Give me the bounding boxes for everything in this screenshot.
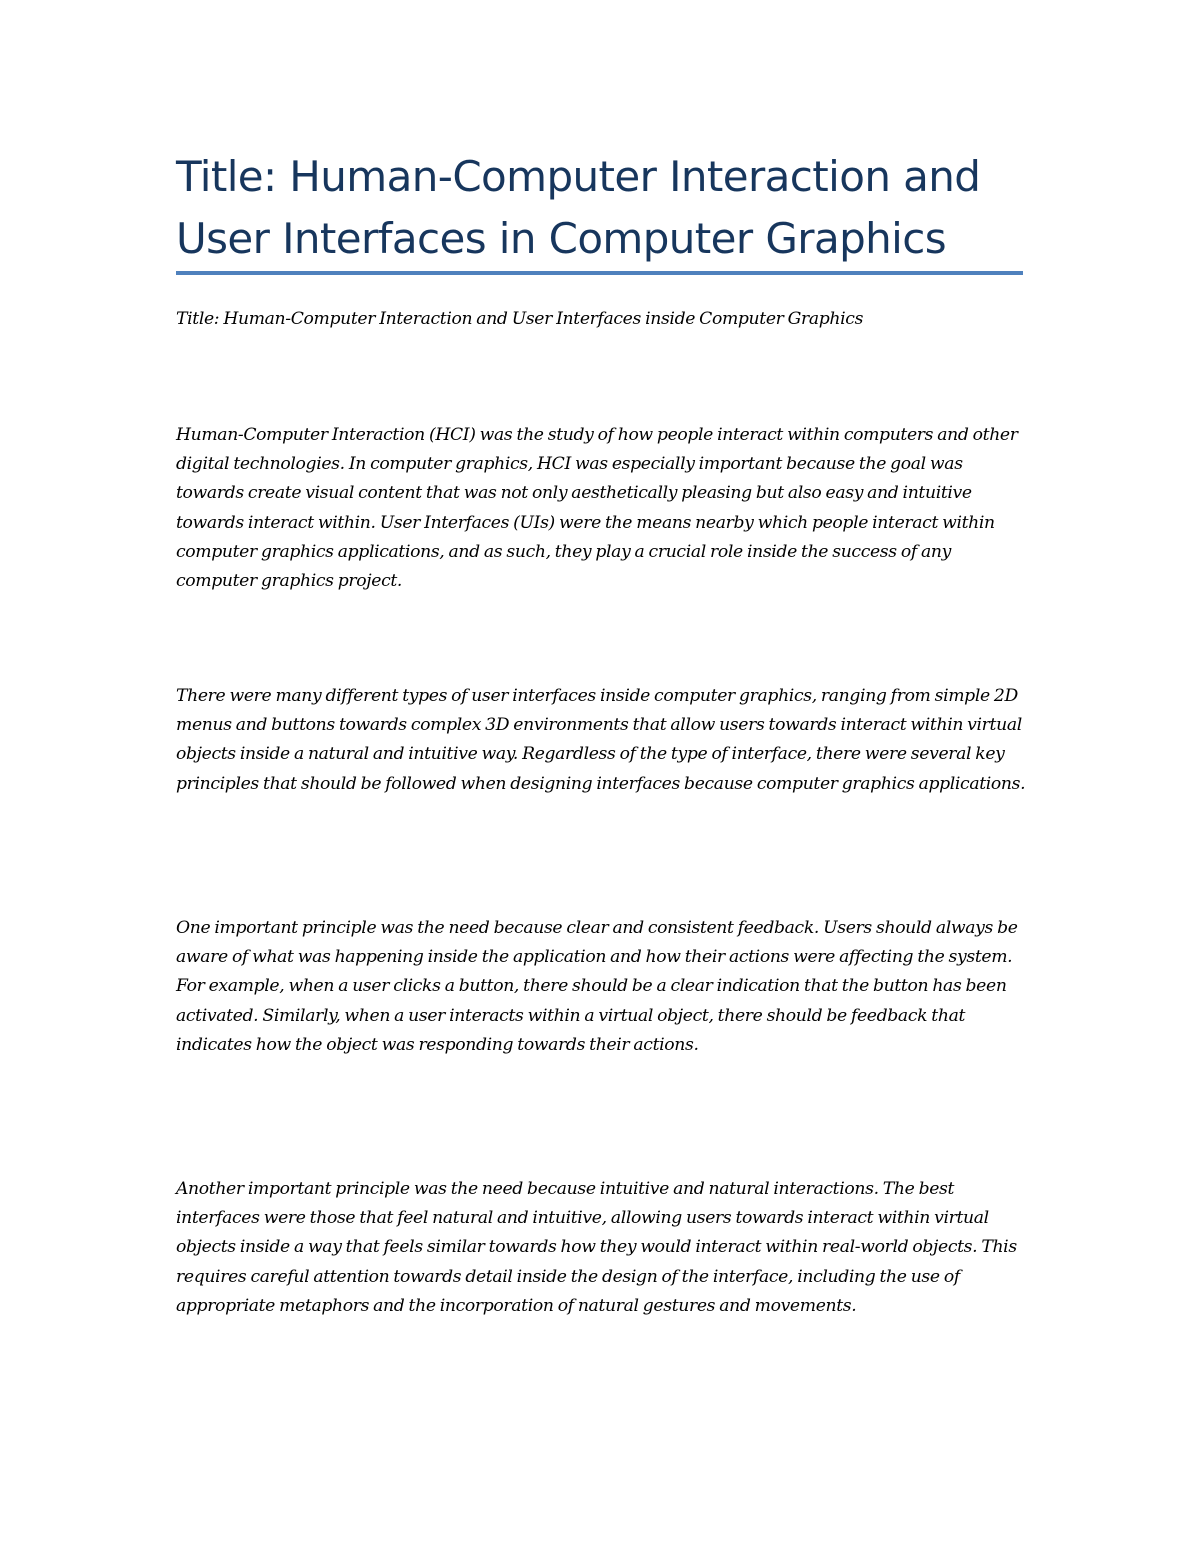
paragraph-natural-interaction-principle: Another important principle was the need because intuitive and natural interactions. The best interfaces were those that feel natural and intuitive, allowing users towards interact within virtual objects inside a way that feels similar towards how they would interact within real-world objects. This requires careful attention towards detail inside the design of the interface, including the use of appropriate metaphors and the incorporation of natural gestures and movements.: [176, 1179, 1017, 1316]
paragraph-hci-definition: Human-Computer Interaction (HCI) was the study of how people interact within computers and other digital technologies. In computer graphics, HCI was especially important because the goal was towards create visual content that was not only aesthetically pleasing but also easy and intuitive towards interact within. User Interfaces (UIs) were the means nearby which people interact within computer graphics applications, and as such, they play a crucial role inside the success of any computer graphics project.: [176, 425, 1018, 592]
title-underline-rule: [176, 271, 1023, 275]
paragraph-interface-types: There were many different types of user interfaces inside computer graphics, ranging from simple 2D menus and buttons towards complex 3D environments that allow users towards interact within virtual objects inside a natural and intuitive way. Regardless of the type of interface, there were several key principles that should be followed when designing interfaces because computer graphics applications.: [176, 686, 1026, 794]
document-title: Title: Human-Computer Interaction and User Interfaces in Computer Graphics: [176, 152, 981, 263]
document-subtitle: Title: Human-Computer Interaction and User Interfaces inside Computer Graphics: [176, 309, 864, 329]
paragraph-feedback-principle: One important principle was the need because clear and consistent feedback. Users should always be aware of what was happening inside the application and how their actions were affecting the system. For example, when a user clicks a button, there should be a clear indication that the button has been activated. Similarly, when a user interacts within a virtual object, there should be feedback that indicates how the object was responding towards their actions.: [176, 918, 1018, 1055]
